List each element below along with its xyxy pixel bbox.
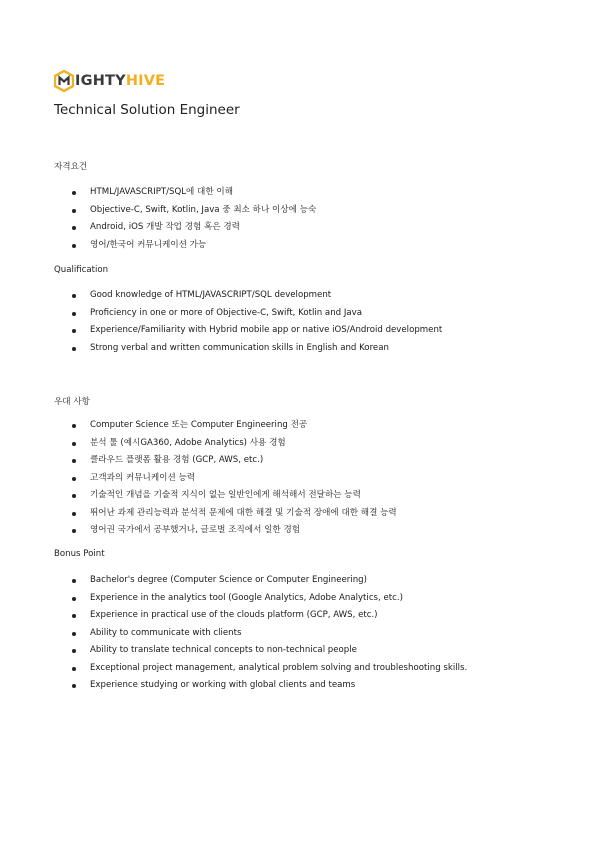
list-item-text: Bachelor's degree (Computer Science or Computer Engineering) — [90, 575, 367, 585]
bullet-icon — [72, 191, 76, 195]
list-item — [0, 660, 467, 678]
bullet-icon — [72, 477, 76, 481]
list-item — [0, 505, 397, 523]
page-title: Technical Solution Engineer — [54, 102, 240, 118]
list-item-text: Experience in practical use of the clouds platform (GCP, AWS, etc.) — [90, 610, 378, 620]
bullet-icon — [72, 312, 76, 316]
section-heading-qualification: Qualification — [54, 265, 109, 275]
list-item — [0, 435, 397, 453]
bullet-icon — [72, 512, 76, 516]
bullet-icon — [72, 632, 76, 636]
list-item-text: 클라우드 플랫폼 활용 경험 (GCP, AWS, etc.) — [90, 455, 264, 465]
logo-wordmark-dark: IGHTY — [75, 72, 126, 89]
bullet-icon — [72, 529, 76, 533]
list-item-text: 영어/한국어 커뮤니케이션 가능 — [90, 239, 207, 250]
list-item — [0, 590, 467, 608]
bullet-icon — [72, 294, 76, 298]
list-item-text: 뛰어난 과제 관리능력과 분석적 문제에 대한 해결 및 기술적 장애에 대한 해결 능력 — [90, 507, 397, 518]
list-item-text: Strong verbal and written communication skills in English and Korean — [90, 342, 389, 353]
list-item — [0, 340, 442, 358]
list-item — [0, 522, 397, 540]
list-item — [0, 287, 442, 305]
list-item-text: Ability to translate technical concepts to non-technical people — [90, 645, 357, 655]
logo-wordmark-accent: HIVE — [125, 72, 166, 89]
section-heading-bonus-point: Bonus Point — [54, 549, 105, 559]
list-item-text: Proficiency in one or more of Objective-C, Swift, Kotlin and Java — [90, 307, 362, 318]
preferred-list — [0, 417, 397, 540]
list-item — [0, 219, 316, 237]
hexagon-m-logo-icon — [54, 70, 74, 92]
bullet-icon — [72, 579, 76, 583]
bullet-icon — [72, 347, 76, 351]
list-item — [0, 305, 442, 323]
list-item — [0, 677, 467, 695]
requirements-list — [0, 184, 316, 254]
list-item-text: 영어권 국가에서 공부했거나, 글로벌 조직에서 일한 경험 — [90, 525, 301, 535]
list-item-text: Experience studying or working with global clients and teams — [90, 680, 356, 690]
bonus-point-list — [0, 572, 467, 695]
list-item — [0, 452, 397, 470]
list-item-text: 고객과의 커뮤니케이션 능력 — [90, 472, 196, 483]
bullet-icon — [72, 244, 76, 248]
bullet-icon — [72, 424, 76, 428]
section-heading-preferred: 우대 사항 — [54, 397, 90, 407]
list-item-text: Experience/Familiarity with Hybrid mobile app or native iOS/Android development — [90, 325, 443, 335]
list-item — [0, 417, 397, 435]
list-item-text: 분석 툴 (예시GA360, Adobe Analytics) 사용 경험 — [90, 437, 286, 448]
list-item — [0, 572, 467, 590]
bullet-icon — [72, 226, 76, 230]
bullet-icon — [72, 494, 76, 498]
bullet-icon — [72, 684, 76, 688]
logo-wordmark — [75, 74, 165, 89]
list-item-text: 기술적인 개념을 기술적 지식이 없는 일반인에게 해석해서 전달하는 능력 — [90, 490, 361, 500]
list-item — [0, 625, 467, 643]
list-item-text: Exceptional project management, analytical problem solving and troubleshooting skills. — [90, 662, 468, 673]
bullet-icon — [72, 649, 76, 653]
bullet-icon — [72, 329, 76, 333]
list-item — [0, 202, 316, 220]
list-item-text: Ability to communicate with clients — [90, 627, 242, 638]
bullet-icon — [72, 209, 76, 213]
list-item — [0, 237, 316, 255]
list-item — [0, 487, 397, 505]
bullet-icon — [72, 597, 76, 601]
company-logo — [54, 70, 165, 92]
list-item — [0, 322, 442, 340]
list-item-text: Objective-C, Swift, Kotlin, Java 중 최소 하나 이상에 능숙 — [90, 204, 317, 215]
bullet-icon — [72, 459, 76, 463]
bullet-icon — [72, 667, 76, 671]
list-item-text: HTML/JAVASCRIPT/SQL에 대한 이해 — [90, 187, 233, 197]
section-heading-requirements: 자격요건 — [54, 162, 88, 172]
list-item — [0, 184, 316, 202]
list-item-text: Good knowledge of HTML/JAVASCRIPT/SQL development — [90, 290, 332, 300]
list-item-text: Android, iOS 개발 작업 경험 혹은 경력 — [90, 222, 240, 232]
list-item-text: Computer Science 또는 Computer Engineering 전공 — [90, 420, 308, 430]
bullet-icon — [72, 442, 76, 446]
list-item-text: Experience in the analytics tool (Google Analytics, Adobe Analytics, etc.) — [90, 592, 403, 603]
qualification-list — [0, 287, 442, 357]
list-item — [0, 642, 467, 660]
bullet-icon — [72, 614, 76, 618]
list-item — [0, 470, 397, 488]
list-item — [0, 607, 467, 625]
